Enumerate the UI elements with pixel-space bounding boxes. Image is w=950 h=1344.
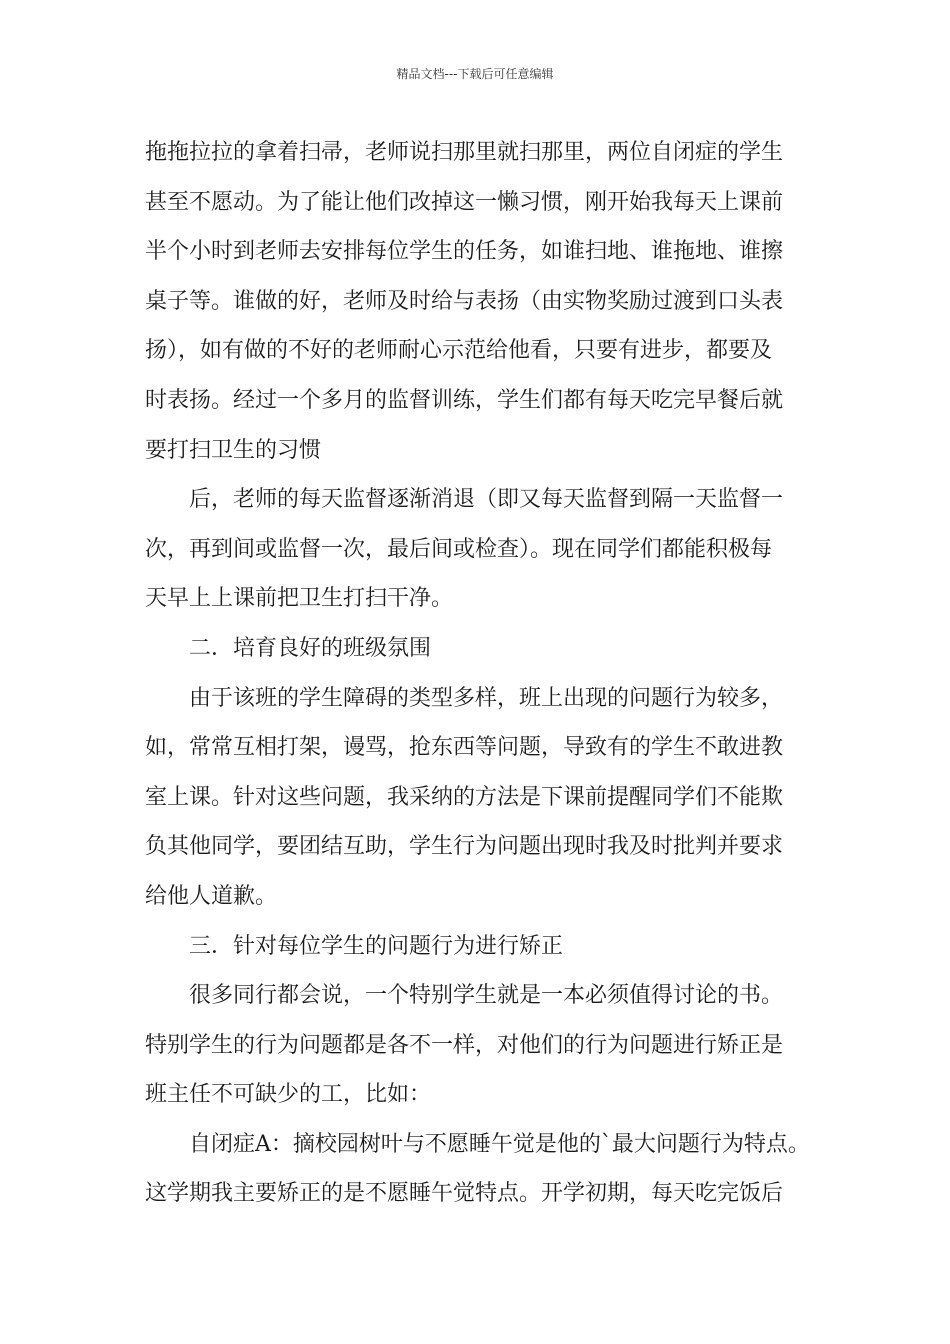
text-line: 后，老师的每天监督逐渐消退（即又每天监督到隔一天监督一 (189, 487, 784, 513)
text-line: 扬），如有做的不好的老师耐心示范给他看，只要有进步，都要及 (145, 338, 773, 364)
text-line: 次，再到间或监督一次，最后间或检查）。现在同学们都能积极每 (145, 536, 773, 562)
section-heading: 三．针对每位学生的问题行为进行矫正 (189, 933, 564, 959)
text-line: 桌子等。谁做的好，老师及时给与表扬（由实物奖励过渡到口头表 (145, 288, 784, 314)
text-line: 这学期我主要矫正的是不愿睡午觉特点。开学初期，每天吃完饭后 (145, 1181, 784, 1207)
text-line: 时表扬。经过一个多月的监督训练，学生们都有每天吃完早餐后就 (145, 387, 784, 413)
text-line: 要打扫卫生的习惯 (145, 437, 322, 463)
text-line: 班主任不可缺少的工，比如： (145, 1082, 432, 1108)
document-body (145, 128, 825, 1219)
text-line: 拖拖拉拉的拿着扫帚，老师说扫那里就扫那里，两位自闭症的学生 (145, 140, 784, 165)
text-line: 由于该班的学生障碍的类型多样，班上出现的问题行为较多， (189, 685, 784, 711)
text-line: 如，常常互相打架，谩骂，抢东西等问题，导致有的学生不敢进教 (145, 735, 784, 761)
text-line: 特别学生的行为问题都是各不一样，对他们的行为问题进行矫正是 (145, 1032, 784, 1058)
text-line: 负其他同学，要团结互助，学生行为问题出现时我及时批判并要求 (145, 834, 784, 860)
text-line: 自闭症A：摘校园树叶与不愿睡午觉是他的`最大问题行为特点。 (189, 1131, 810, 1157)
page-header: 精品文档---下载后可任意编辑 (396, 67, 554, 81)
text-line: 半个小时到老师去安排每位学生的任务，如谁扫地、谁拖地、谁擦 (145, 239, 784, 265)
text-line: 甚至不愿动。为了能让他们改掉这一懒习惯，刚开始我每天上课前 (145, 189, 784, 215)
text-line: 天早上上课前把卫生打扫干净。 (145, 586, 454, 612)
section-heading: 二．培育良好的班级氛围 (189, 635, 432, 661)
text-line: 很多同行都会说，一个特别学生就是一本必须值得讨论的书。 (189, 983, 784, 1009)
text-line: 给他人道歉。 (145, 883, 278, 909)
text-line: 室上课。针对这些问题，我采纳的方法是下课前提醒同学们不能欺 (145, 784, 784, 810)
